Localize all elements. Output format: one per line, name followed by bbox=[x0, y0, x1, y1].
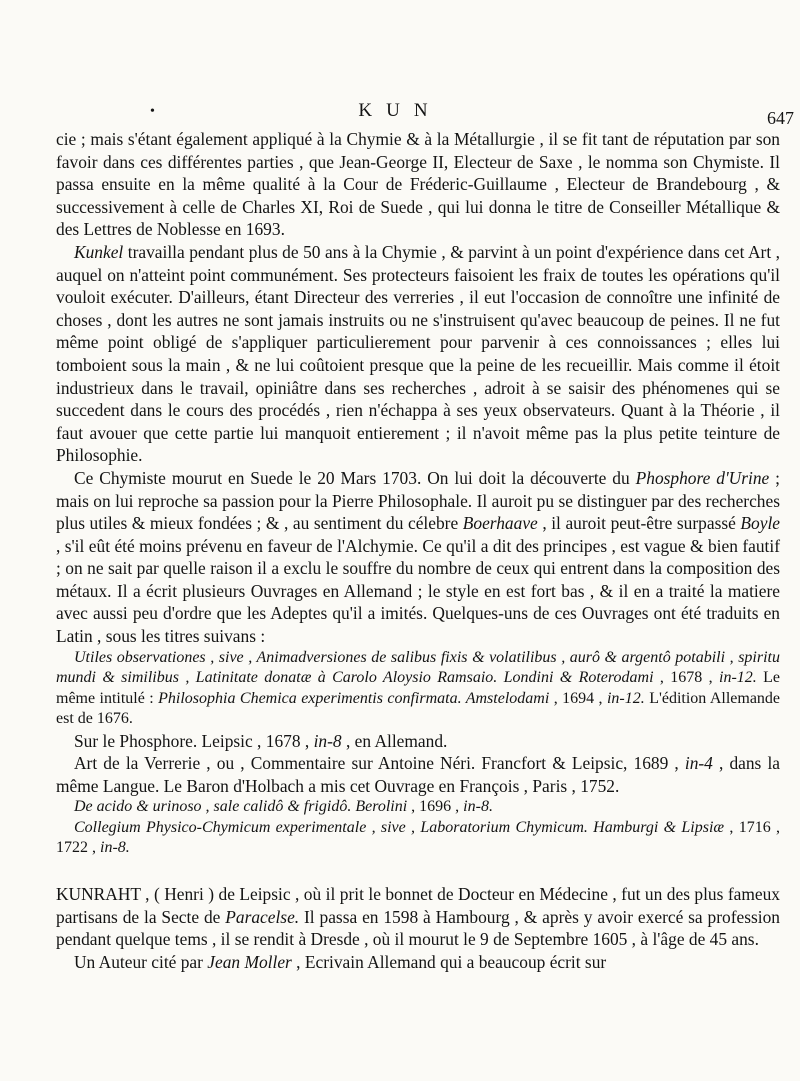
work-entry-collegium: Collegium Physico-Chymicum experimentale , sive , Laboratorium Chymicum. Hamburgi & Lipsiæ , 1716 , 1722 , in-8. bbox=[56, 818, 781, 857]
paragraph-death: Ce Chymiste mourut en Suede le 20 Mars 1703. On lui doit la découverte du Phosphore d'Urine ; mais on lui reproche sa passion pour la Pierre Philosophale. Il auroit pu se distinguer par des recherches plus utiles & mieux fondées ; & , au sentiment du célebre Boerhaave , il auroit peut-être surpassé Boyle , s'il eût été moins prévenu en faveur de l'Alchymie. Ce qu'il a dit des principes , est vague & bien fautif ; on ne sait par quelle raison il a exclu le souffre du nombre de ceux qui entrent dans la composition des métaux. Il a écrit plusieurs Ouvrages en Allemand ; le style en est fort bas , & il en a traité la matiere avec aussi peu d'ordre que les Adeptes qu'il a imités. Quelques-uns de ces Ouvrages ont été traduits en Latin , sous les titres suivans : bbox=[56, 467, 781, 647]
page-header bbox=[0, 100, 800, 128]
work-entry-de-acido: De acido & urinoso , sale calidô & frigidô. Berolini , 1696 , in-8. bbox=[74, 798, 493, 816]
paragraph-moller: Un Auteur cité par Jean Moller , Ecrivain Allemand qui a beaucoup écrit sur bbox=[74, 951, 607, 972]
body-text bbox=[56, 128, 780, 973]
entry-kunraht: KUNRAHT , ( Henri ) de Leipsic , où il prit le bonnet de Docteur en Médecine , fut un des plus fameux partisans de la Secte de Paracelse. Il passa en 1598 à Hambourg , & après y avoir exercé sa profession pendant quelque tems , il se rendit à Dresde , où il mourut le 9 de Septembre 1605 , à l'âge de 45 ans. bbox=[56, 883, 780, 950]
header-marker: • bbox=[150, 104, 155, 119]
work-entry-phosphore: Sur le Phosphore. Leipsic , 1678 , in-8 , en Allemand. bbox=[74, 730, 448, 751]
page-number: 647 bbox=[767, 108, 794, 128]
work-entry-verrerie: Art de la Verrerie , ou , Commentaire sur Antoine Néri. Francfort & Leipsic, 1689 , in-4 , dans la même Langue. Le Baron d'Holbach a mis cet Ouvrage en François , Paris , 1752. bbox=[56, 753, 780, 796]
running-head: KUN bbox=[358, 100, 442, 121]
paragraph-continuation: cie ; mais s'étant également appliqué à la Chymie & à la Métallurgie , il se fit tant de réputation par son favoir dans ces différentes parties , que Jean-George II, Electeur de Saxe , le nomma son Chymiste. Il passa ensuite en la même qualité à la Cour de Fréderic-Guillaume , Electeur de Brandebourg , & successivement à celle de Charles XI, Roi de Suede , qui lui donna le titre de Conseiller Métallique & des Lettres de Noblesse en 1693. bbox=[56, 129, 780, 240]
work-entry-utiles: Utiles observationes , sive , Animadversiones de salibus fixis & volatilibus , aurô & argentô potabili , spiritu mundi & similibus , Latinitate donatæ à Carolo Aloysio Ramsaio. Londini & Roterodami , 1678 , in-12. Le même intitulé : Philosophia Chemica experimentis confirmata. Amstelodami , 1694 , in-12. L'édition Allemande est de 1676. bbox=[56, 648, 781, 728]
paragraph-kunkel: Kunkel travailla pendant plus de 50 ans à la Chymie , & parvint à un point d'expérience dans cet Art , auquel on n'atteint point communément. Ses protecteurs faisoient les fraix de toutes les opérations qu'il vouloit exécuter. D'ailleurs, étant Directeur des verreries , il eut l'occasion de connoître une infinité de choses , dont les autres ne sont jamais instruits ou ne s'instruisent qu'avec beaucoup de peines. Il ne fut même point obligé de s'appliquer particulierement pour parvenir à ces connoissances ; elles lui tomboient sous la main , & ne lui coûtoient presque que la peine de les recueillir. Mais comme il étoit industrieux dans le travail, opiniâtre dans ses recherches , adroit à se saisir des phénomenes qui se succedent dans le cours des procédés , rien n'échappa à ses yeux observateurs. Quant à la Théorie , il faut avouer que cette partie lui manquoit entierement ; il n'avoit même pas la plus petite teinture de Philosophie. bbox=[56, 241, 780, 466]
name-kunkel: Kunkel bbox=[74, 241, 124, 262]
